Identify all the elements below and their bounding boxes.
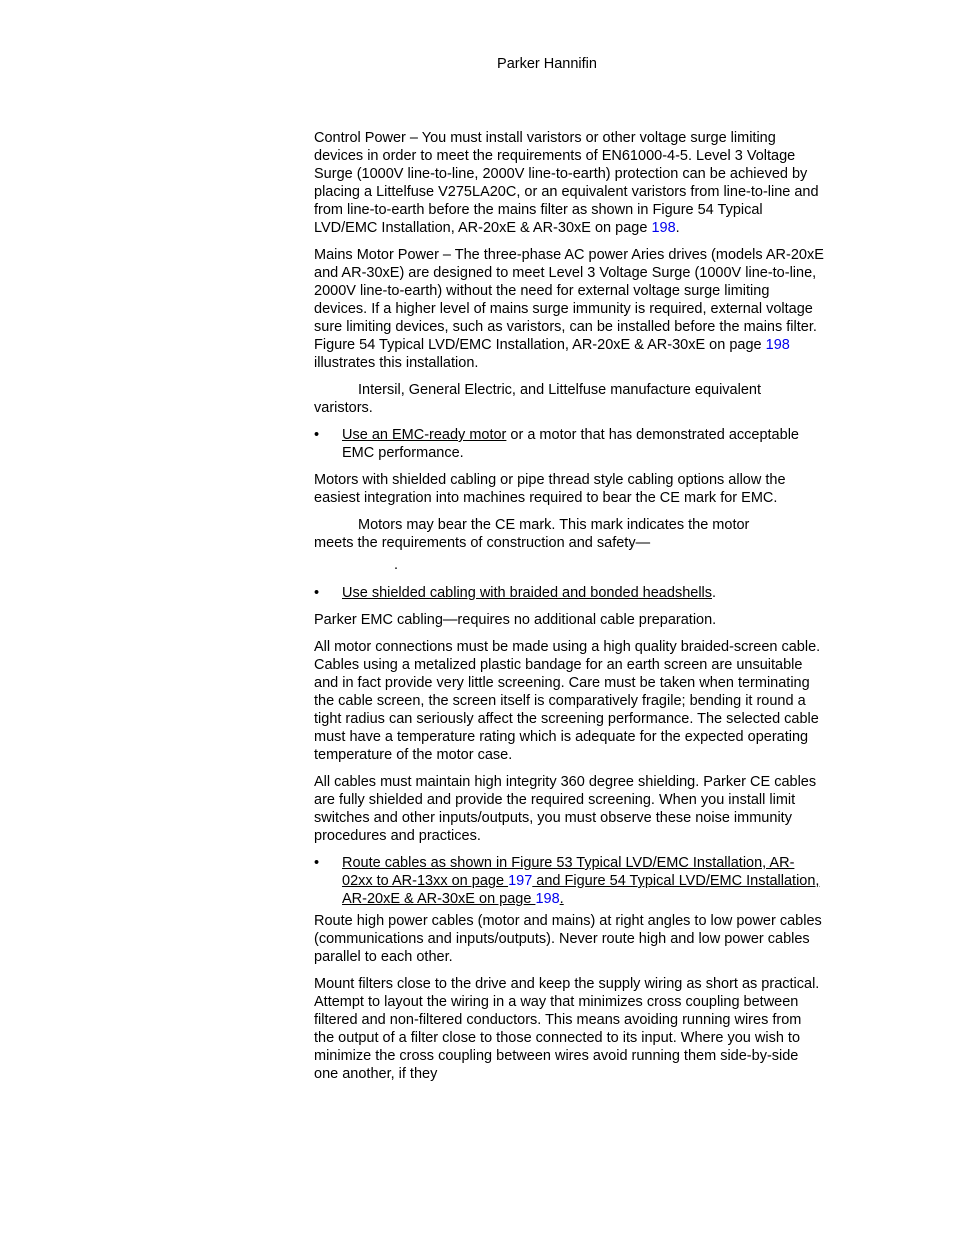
bullet-shielded-cabling: • Use shielded cabling with braided and bonded headshells. [314, 585, 717, 601]
paragraph-control-power: Control Power – You must install varistors or other voltage surge limiting devices in order to meet the requirements of EN61000-4-5. Level 3 Voltage Surge (1000V line-to-line, 2000V line-to-earth) protection can be achieved by placing a Littelfuse V275LA20C, or an equivalent varistors from line-to-line and from line-to-earth before the mains filter as shown in Figure 54 Typical LVD/EMC Installation, AR-20xE & AR-30xE on page 198. [314, 130, 819, 236]
bullet-icon: • [314, 855, 320, 871]
paragraph-motor-connections: All motor connections must be made using a high quality braided-screen cable. Cables using a metalized plastic bandage for an earth screen are unsuitable and in fact provide very little screening. Care must be taken when terminating the cable screen, the screen itself is comparatively fragile; bending it round a tight radius can seriously affect the screening performance. The selected cable must have a temperature rating which is adequate for the expected operating temperature of the motor case. [314, 639, 821, 763]
figure-53-link[interactable]: Route cables as shown in Figure 53 Typical LVD/EMC Installation, AR-02xx to AR-13xx on page [342, 855, 795, 889]
paragraph-mount-filters: Mount filters close to the drive and keep the supply wiring as short as practical. Attempt to layout the wiring in a way that minimizes cross coupling between filtered and non-filtered conductors. This means avoiding running wires from the output of a filter close to those connected to its input. Where you wish to minimize the cross coupling between wires avoid running them side-by-side one another, if they [314, 976, 820, 1082]
paragraph-mains-motor-power: Mains Motor Power – The three-phase AC power Aries drives (models AR-20xE and AR-30xE) are designed to meet Level 3 Voltage Surge (1000V line-to-line, 2000V line-to-earth) without the need for external voltage surge limiting devices. If a higher level of mains surge immunity is required, external voltage sure limiting devices, such as varistors, can be installed before the mains filter. Figure 54 Typical LVD/EMC Installation, AR-20xE & AR-30xE on page 198 illustrates this installation. [314, 247, 824, 371]
emc-ready-motor-link[interactable]: Use an EMC-ready motor [342, 427, 507, 443]
note-varistor-manufacturers: Intersil, General Electric, and Littelfuse manufacture equivalent varistors. [314, 382, 761, 416]
note-ce-mark-continuation: . [394, 557, 399, 573]
bullet-emc-ready-motor: • Use an EMC-ready motor or a motor that has demonstrated acceptable EMC performance. [314, 427, 799, 461]
page-link-198[interactable]: 198 [765, 337, 790, 353]
note-ce-mark: Motors may bear the CE mark. This mark indicates the motor meets the requirements of construction and safety— [314, 517, 750, 551]
bullet-icon: • [314, 427, 320, 443]
figure-54-link[interactable]: and Figure 54 Typical LVD/EMC Installation, AR-20xE & AR-30xE on page [342, 873, 820, 907]
page-link-198[interactable]: 198 [651, 220, 676, 236]
page-link-197[interactable]: 197 [508, 873, 533, 889]
shielded-cabling-link[interactable]: Use shielded cabling with braided and bonded headshells [342, 585, 713, 601]
document-body [314, 129, 824, 1092]
paragraph-cable-shielding: All cables must maintain high integrity 360 degree shielding. Parker CE cables are fully shielded and provide the required screening. When you install limit switches and other inputs/outputs, you must observe these noise immunity procedures and practices. [314, 774, 817, 844]
paragraph-route-high-power: Route high power cables (motor and mains) at right angles to low power cables (communications and inputs/outputs). Never route high and low power cables parallel to each other. [314, 913, 822, 965]
page-link-198[interactable]: 198 [535, 891, 560, 907]
paragraph-shielded-motors: Motors with shielded cabling or pipe thread style cabling options allow the easiest integration into machines required to bear the CE mark for EMC. [314, 472, 786, 506]
bullet-route-cables: • Route cables as shown in Figure 53 Typical LVD/EMC Installation, AR-02xx to AR-13xx on page 197 and Figure 54 Typical LVD/EMC Installation, AR-20xE & AR-30xE on page 198. [314, 855, 820, 907]
page-header: Parker Hannifin [497, 56, 597, 72]
paragraph-parker-emc-cabling: Parker EMC cabling—requires no additional cable preparation. [314, 612, 717, 628]
bullet-icon: • [314, 585, 320, 601]
